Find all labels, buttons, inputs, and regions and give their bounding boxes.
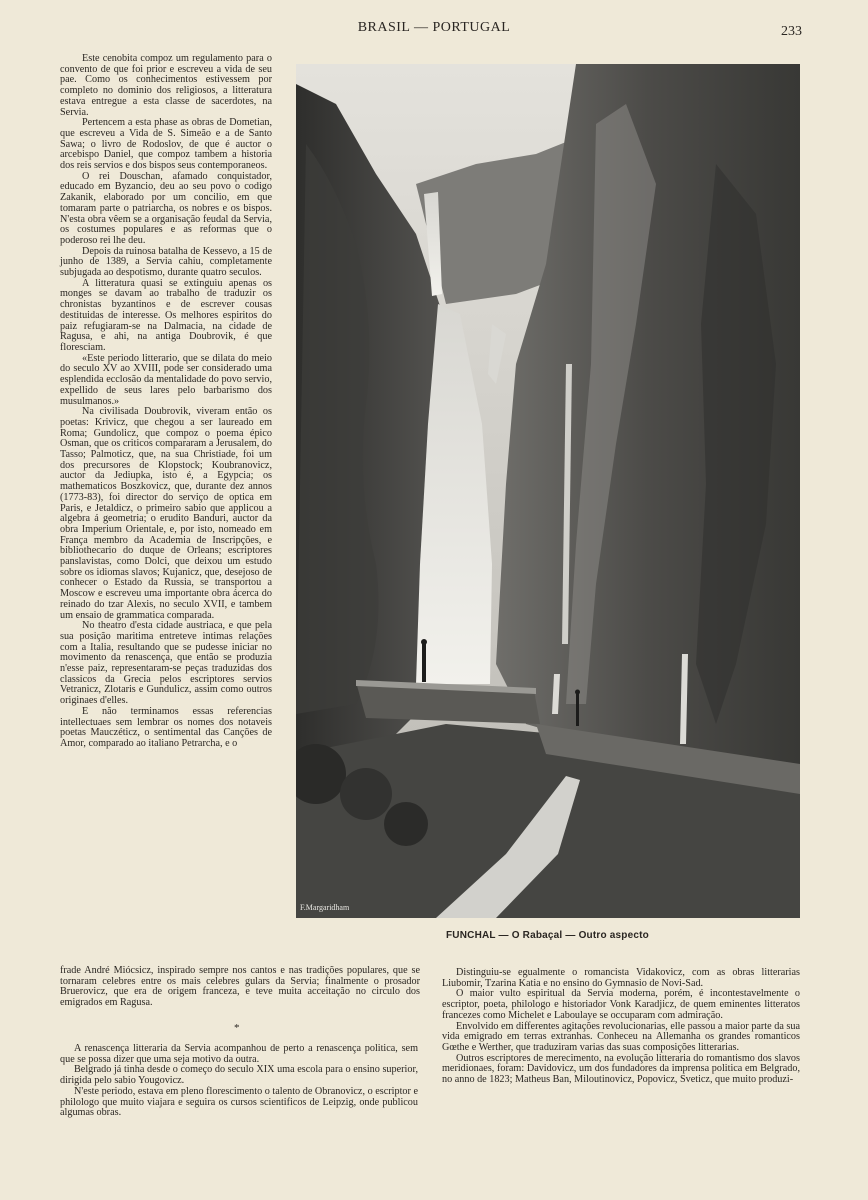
paragraph: N'este periodo, estava em pleno florescimento o talento de Obranovicz, o escriptor e philologo que muito viajara e seguira os cursos scientificos de Leipzig, onde publicou algumas obras. [60,1085,418,1119]
paragraph: Outros escriptores de merecimento, na evolução litteraria do romantismo dos slavos meridionaes, foram: Davidovicz, um dos fundadores da imprensa politica em Belgrado, no anno de 1823; Matheus Ban, Miloutinovicz, Popovicz, Sveticz, que muito produzi- [442,1052,800,1086]
paragraph: O maior vulto espiritual da Servia moderna, porém, é incontestavelmente o escriptor, poeta, philologo e historiador Vonk Karadjicz, de quem eminentes litteratos francezes como Michelet e Laboulaye se occuparam com admiração. [442,988,800,1021]
paragraph: Depois da ruinosa batalha de Kessevo, a 15 de junho de 1389, a Servia cahiu, completamente subjugada ao despotismo, durante quatro seculos. [60,245,272,279]
paragraph: Pertencem a esta phase as obras de Dometian, que escreveu a Vida de S. Simeão e a de Santo Sawa; o livro de Rodoslov, de que é auctor o arcebispo Daniel, que compoz tambem a historia dos reis servios e dos bispos seus contemporaneos. [60,117,272,172]
paragraph: Distinguiu-se egualmente o romancista Vidakovicz, com as obras litterarias Liubomir, Tzarina Katia e no ensino do Gymnasio de Novi-Sad. [442,967,800,989]
paragraph: No theatro d'esta cidade austriaca, e que pela sua posição maritima entreteve intimas relações com a Italia, resultando que se pudesse iniciar no movimento da renascença, que então se produzia n'esse paiz, representaram-se peças traduzidas dos classicos da Grecia pelos escriptores servios Vetranicz, Zlotaris e Gundulicz, assim como outros originaes d'elles. [60,620,272,707]
photo-caption: FUNCHAL — O Rabaçal — Outro aspecto [446,930,649,941]
paragraph: Envolvido em differentes agitações revolucionarias, elle passou a maior parte da sua vida emigrado em terras extranhas. Conheceu na Allemanha os grandes romanticos Gœthe e Werther, que traduziram varias das suas composições litterarias. [442,1020,800,1053]
left-text-column [60,54,272,750]
paragraph: E não terminamos essas referencias intellectuaes sem lembrar os nomes dos notaveis poetas Mauczéticz, o sentimental das Canções de Amor, comparado ao italiano Petrarcha, e o [60,705,272,749]
page-number: 233 [781,24,802,39]
paragraph: Na civilisada Doubrovik, viveram então os poetas: Krivicz, que chegou a ser laureado em Roma; Gundolicz, que compoz o poema épico Osman, que os criticos compararam a Jerusalem, do Tasso; Palmoticz, que, na sua Christiade, foi um dos precursores de Klopstock; Koubranovicz, auctor da Jediupka, isto é, a Egypcia; os mathematicos Boszkovicz, que, durante dez annos (1773-83), foi director do serviço de optica em Paris, e Jetaldicz, o primeiro sabio que applicou a algebra á geometria; o erudito Banduri, auctor da obra Imperium Orientale, e, por isto, nomeado em França membro da Academia de Inscripções, e bibliothecario do duque de Orleans; escriptores panslavistas, como Dolci, que deixou um estudo sobre os idiomas slavos; Kujanicz, que, desejoso de conhecer o Estado da Russia, se transportou a Moscow e escreveu uma importante obra ácerca do reinado do tzar Alexis, no seculo XVII, e tambem um ensaio de grammatica comparada. [60,406,272,621]
photographer-signature: F.Margaridham [300,903,350,912]
bottom-right-text-column [442,968,800,1086]
paragraph: «Este periodo litterario, que se dilata do meio do seculo XV ao XVIII, pode ser considerado uma esplendida ecclosão da mentalidade do povo servio, expellido de seus lares pelo barbarismo dos musulmanos.» [60,352,272,407]
full-width-paragraph [60,966,420,1009]
bottom-left-text-column [60,1044,418,1119]
paragraph: Belgrado já tinha desde o começo do seculo XIX uma escola para o ensino superior, dirigida pelo sabio Yougovicz. [60,1064,418,1087]
section-mark: * [234,1022,240,1034]
paragraph: O rei Douschan, afamado conquistador, educado em Byzancio, deu ao seu povo o codigo Zakanik, elaborado por um concilio, em que tomaram parte o patriarcha, os nobres e os bispos. N'esta obra vêem se a organisação feudal da Servia, os costumes populares e as reformas que o poderoso rei lhe deu. [60,170,272,246]
paragraph: Este cenobita compoz um regulamento para o convento de que foi prior e escreveu a vida de seu pae. Como os conhecimentos estivessem por completo no dominio dos religiosos, a litteratura estava entregue a esta classe de sacerdotes, na Servia. [60,53,272,118]
running-title: BRASIL — PORTUGAL [357,20,511,35]
paragraph: A renascença litteraria da Servia acompanhou de perto a renascença politica, sem que se possa dizer que uma seja motivo da outra. [60,1043,418,1065]
waterfall-photograph [296,64,800,918]
paragraph: A litteratura quasi se extinguiu apenas os monges se davam ao trabalho de traduzir os chronistas byzantinos e de escrever cousas destituidas de interesse. Os melhores espiritos do paiz refugiaram-se na Dalmacia, na cidade de Ragusa, e ahi, na antiga Doubrovik, é que floresciam. [60,277,272,353]
paragraph: frade André Miócsicz, inspirado sempre nos cantos e nas tradições populares, que se tornaram celebres entre os mais celebres gulars da Servia; finalmente o prosador Bruerovicz, que era de origem franceza, e teve muita acceitação no circulo dos emigrados em Ragusa. [60,965,420,1009]
